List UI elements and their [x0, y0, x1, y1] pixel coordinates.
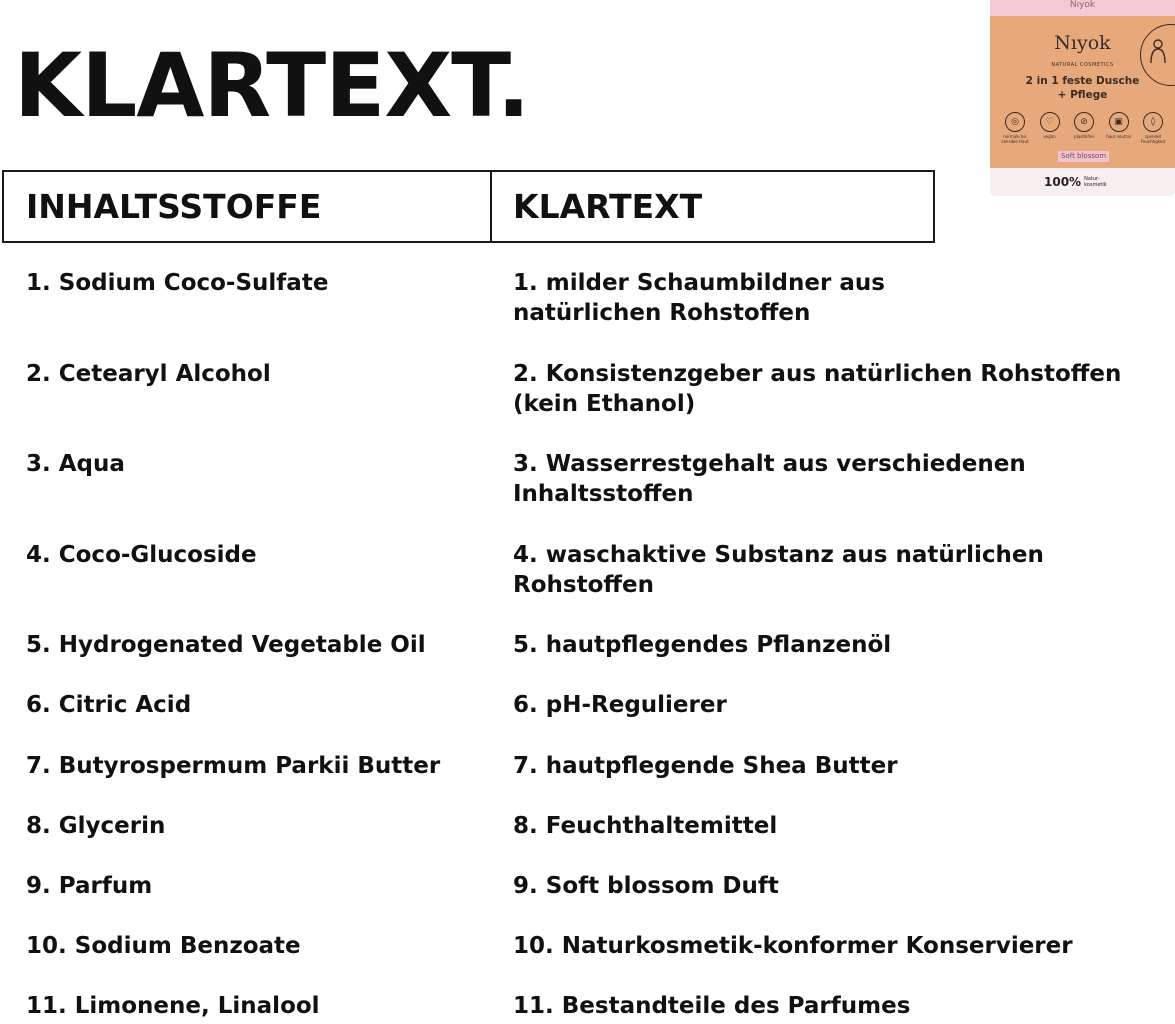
no-plastic-icon: ⊘	[1074, 112, 1094, 132]
explanation-line: natürlichen Rohstoffen	[513, 300, 811, 326]
explanation-2	[513, 359, 1121, 419]
explanation-6: 6. pH-Regulierer	[513, 692, 727, 718]
header-klartext: KLARTEXT	[513, 187, 703, 226]
vegan-heart-icon: ♡	[1040, 112, 1060, 132]
moisture-drop-icon: ◊	[1143, 112, 1163, 132]
ingredient-8: 8. Glycerin	[26, 813, 166, 839]
product-image	[990, 0, 1175, 196]
ingredient-3: 3. Aqua	[26, 451, 125, 477]
ingredient-4: 4. Coco-Glucoside	[26, 542, 257, 568]
product-label	[990, 16, 1175, 168]
ingredient-7: 7. Butyrospermum Parkii Butter	[26, 753, 441, 779]
explanation-8: 8. Feuchthaltemittel	[513, 813, 778, 839]
ingredient-5: 5. Hydrogenated Vegetable Oil	[26, 632, 426, 658]
explanation-line: 4. waschaktive Substanz aus natürlichen	[513, 542, 1044, 568]
explanation-5: 5. hautpflegendes Pflanzenöl	[513, 632, 892, 658]
product-name-line: 2 in 1 feste Dusche	[1025, 75, 1140, 87]
badge	[1000, 112, 1030, 144]
badge	[1138, 112, 1168, 144]
explanation-9: 9. Soft blossom Duft	[513, 873, 779, 899]
product-name	[990, 74, 1175, 102]
badge-label: vegan	[1043, 134, 1056, 139]
explanation-line: Rohstoffen	[513, 572, 654, 598]
explanation-4	[513, 540, 1044, 600]
ingredient-1: 1. Sodium Coco-Sulfate	[26, 270, 329, 296]
badge-label: haut neutral	[1106, 134, 1131, 139]
badge-label: plastikfrei	[1074, 134, 1094, 139]
explanation-line: (kein Ethanol)	[513, 391, 696, 417]
ingredient-11: 11. Limonene, Linalool	[26, 993, 320, 1019]
product-badges	[1000, 112, 1168, 144]
badge	[1069, 112, 1099, 144]
badge-label: spendet Feuchtigkeit	[1140, 134, 1166, 144]
explanation-11: 11. Bestandteile des Parfumes	[513, 993, 911, 1019]
ingredient-10: 10. Sodium Benzoate	[26, 933, 301, 959]
skin-icon: ◎	[1005, 112, 1025, 132]
explanation-1	[513, 268, 885, 328]
explanation-line: 3. Wasserrestgehalt aus verschiedenen	[513, 451, 1026, 477]
badge-label: normale bis sensible Haut	[1001, 134, 1029, 144]
percent-label: Natur-kosmetik	[1084, 176, 1107, 188]
brand-logo: Nıyok	[1054, 32, 1111, 54]
page-title: KLARTEXT.	[14, 34, 530, 137]
badge	[1035, 112, 1065, 144]
natural-cosmetics-badge	[1044, 175, 1114, 189]
percent-value: 100%	[1044, 175, 1082, 189]
explanation-line: Inhaltsstoffen	[513, 481, 694, 507]
badge	[1104, 112, 1134, 144]
brand-tagline: NATURAL COSMETICS	[1051, 62, 1114, 68]
explanation-line: 2. Konsistenzgeber aus natürlichen Rohstoffen	[513, 361, 1122, 387]
scent-tag: Soft blossom	[1058, 151, 1109, 162]
explanation-3	[513, 449, 1026, 509]
ph-neutral-icon: ▣	[1109, 112, 1129, 132]
ingredient-6: 6. Citric Acid	[26, 692, 192, 718]
explanation-7: 7. hautpflegende Shea Butter	[513, 753, 898, 779]
header-ingredients: INHALTSSTOFFE	[4, 172, 492, 241]
product-lid: Nıyok	[990, 0, 1175, 16]
product-name-line: + Pflege	[1057, 89, 1108, 101]
explanation-10: 10. Naturkosmetik-konformer Konservierer	[513, 933, 1073, 959]
explanation-line: 1. milder Schaumbildner aus	[513, 270, 885, 296]
ingredient-2: 2. Cetearyl Alcohol	[26, 361, 271, 387]
ingredient-9: 9. Parfum	[26, 873, 153, 899]
